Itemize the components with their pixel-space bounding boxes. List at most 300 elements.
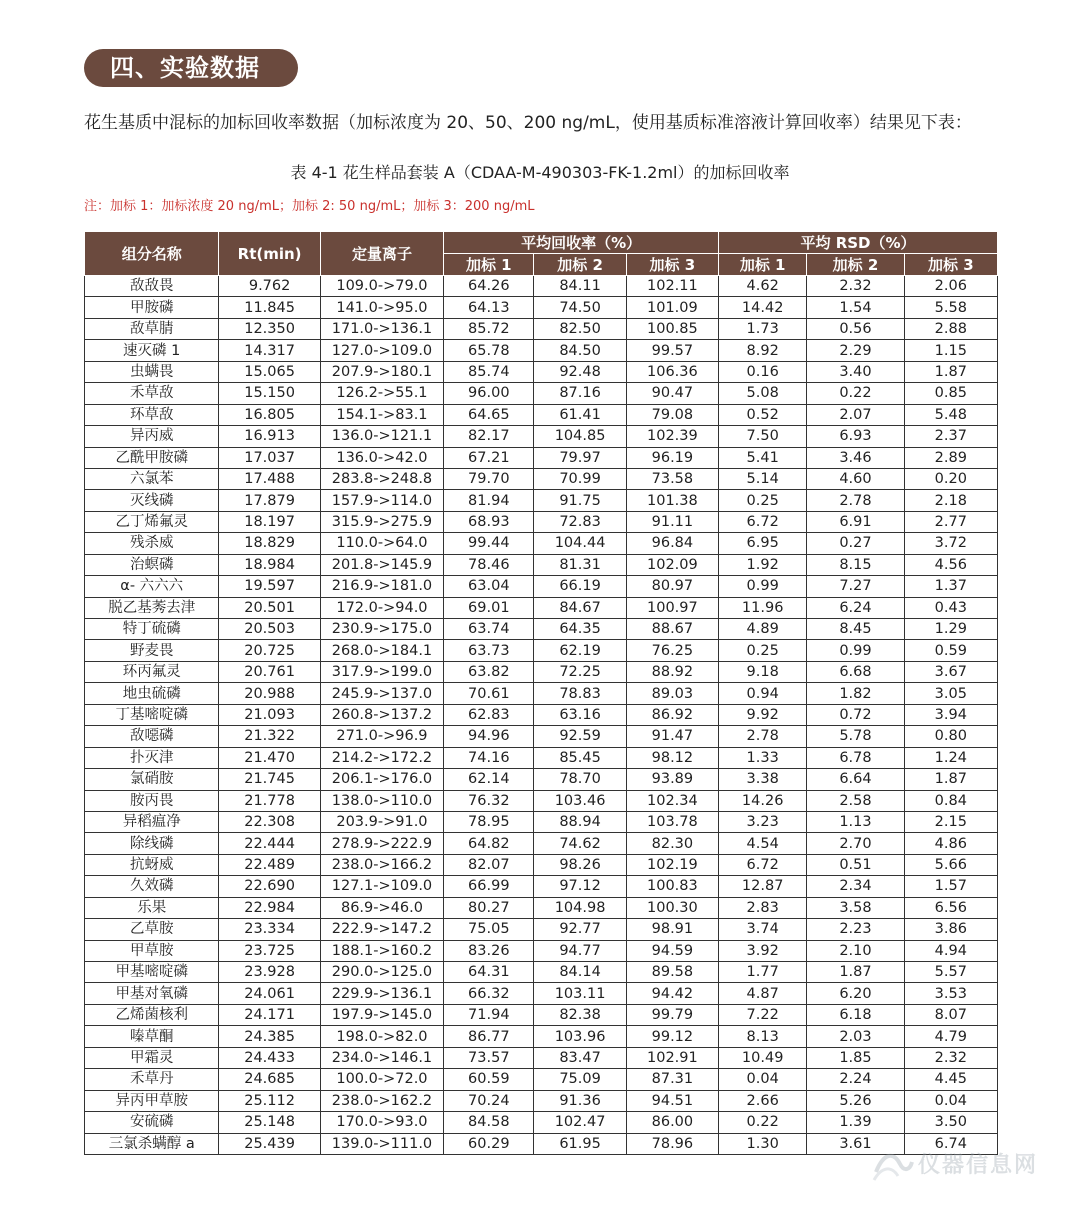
cell-rsd-2: 2.58 — [807, 790, 904, 811]
cell-name: 抗蚜威 — [85, 854, 219, 875]
cell-rsd-1: 6.72 — [719, 511, 807, 532]
cell-name: 环丙氟灵 — [85, 661, 219, 682]
table-row — [85, 833, 998, 854]
cell-recovery-3: 91.11 — [626, 511, 718, 532]
cell-rsd-1: 3.23 — [719, 811, 807, 832]
cell-ion: 154.1->83.1 — [320, 404, 443, 425]
cell-rsd-3: 3.53 — [904, 983, 997, 1004]
watermark-text: 仪器信息网 — [918, 1153, 1039, 1178]
cell-ion: 268.0->184.1 — [320, 640, 443, 661]
cell-rsd-3: 1.37 — [904, 576, 997, 597]
cell-rt: 18.984 — [219, 554, 320, 575]
cell-rsd-2: 0.51 — [807, 854, 904, 875]
cell-recovery-2: 70.99 — [534, 468, 626, 489]
cell-recovery-1: 73.57 — [444, 1047, 534, 1068]
cell-rsd-1: 2.83 — [719, 897, 807, 918]
cell-rsd-2: 6.18 — [807, 1004, 904, 1025]
header-name: 组分名称 — [85, 232, 219, 276]
cell-name: 甲基嘧啶磷 — [85, 962, 219, 983]
section-title: 四、实验数据 — [84, 49, 298, 87]
cell-recovery-1: 85.74 — [444, 361, 534, 382]
cell-ion: 238.0->162.2 — [320, 1090, 443, 1111]
cell-recovery-2: 74.62 — [534, 833, 626, 854]
cell-ion: 201.8->145.9 — [320, 554, 443, 575]
cell-ion: 110.0->64.0 — [320, 533, 443, 554]
cell-recovery-1: 63.73 — [444, 640, 534, 661]
table-row — [85, 1069, 998, 1090]
cell-ion: 126.2->55.1 — [320, 383, 443, 404]
cell-rsd-2: 6.93 — [807, 426, 904, 447]
cell-recovery-1: 74.16 — [444, 747, 534, 768]
intro-paragraph: 花生基质中混标的加标回收率数据（加标浓度为 20、50、200 ng/mL，使用基质标准溶液计算回收率）结果见下表： — [84, 113, 972, 133]
table-row — [85, 811, 998, 832]
cell-recovery-1: 63.04 — [444, 576, 534, 597]
cell-recovery-2: 92.77 — [534, 919, 626, 940]
cell-recovery-1: 68.93 — [444, 511, 534, 532]
cell-ion: 138.0->110.0 — [320, 790, 443, 811]
cell-recovery-3: 99.57 — [626, 340, 718, 361]
cell-rsd-3: 2.88 — [904, 318, 997, 339]
cell-rsd-3: 6.74 — [904, 1133, 997, 1154]
cell-rsd-1: 7.22 — [719, 1004, 807, 1025]
cell-recovery-3: 99.79 — [626, 1004, 718, 1025]
cell-ion: 157.9->114.0 — [320, 490, 443, 511]
cell-rsd-1: 5.41 — [719, 447, 807, 468]
cell-name: 甲基对氧磷 — [85, 983, 219, 1004]
cell-recovery-1: 84.58 — [444, 1112, 534, 1133]
header-rsd-1: 加标 1 — [719, 254, 807, 276]
cell-rsd-1: 14.26 — [719, 790, 807, 811]
cell-rsd-2: 6.91 — [807, 511, 904, 532]
cell-recovery-2: 66.19 — [534, 576, 626, 597]
cell-recovery-1: 66.99 — [444, 876, 534, 897]
cell-rt: 21.093 — [219, 704, 320, 725]
cell-recovery-2: 91.36 — [534, 1090, 626, 1111]
cell-rsd-3: 1.24 — [904, 747, 997, 768]
cell-name: 虫螨畏 — [85, 361, 219, 382]
cell-recovery-1: 62.14 — [444, 769, 534, 790]
table-row — [85, 1112, 998, 1133]
cell-recovery-3: 100.85 — [626, 318, 718, 339]
cell-ion: 317.9->199.0 — [320, 661, 443, 682]
table-row — [85, 940, 998, 961]
cell-name: 除线磷 — [85, 833, 219, 854]
cell-rt: 25.148 — [219, 1112, 320, 1133]
cell-rt: 24.385 — [219, 1026, 320, 1047]
cell-recovery-2: 103.96 — [534, 1026, 626, 1047]
cell-recovery-3: 94.42 — [626, 983, 718, 1004]
header-row-1 — [85, 232, 998, 254]
cell-rsd-3: 0.04 — [904, 1090, 997, 1111]
cell-rsd-3: 3.05 — [904, 683, 997, 704]
cell-name: 野麦畏 — [85, 640, 219, 661]
cell-recovery-1: 85.72 — [444, 318, 534, 339]
cell-recovery-1: 62.83 — [444, 704, 534, 725]
cell-name: 脱乙基莠去津 — [85, 597, 219, 618]
cell-rsd-1: 1.73 — [719, 318, 807, 339]
table-row — [85, 533, 998, 554]
cell-rsd-3: 8.07 — [904, 1004, 997, 1025]
cell-recovery-2: 72.25 — [534, 661, 626, 682]
cell-recovery-2: 103.46 — [534, 790, 626, 811]
header-rsd-3: 加标 3 — [904, 254, 997, 276]
cell-rsd-2: 1.13 — [807, 811, 904, 832]
cell-name: 残杀威 — [85, 533, 219, 554]
cell-rsd-1: 2.66 — [719, 1090, 807, 1111]
cell-recovery-3: 101.38 — [626, 490, 718, 511]
cell-rsd-3: 6.56 — [904, 897, 997, 918]
cell-rsd-1: 1.77 — [719, 962, 807, 983]
cell-rsd-2: 1.87 — [807, 962, 904, 983]
cell-name: 嗪草酮 — [85, 1026, 219, 1047]
table-row — [85, 1133, 998, 1154]
cell-name: 速灭磷 1 — [85, 340, 219, 361]
cell-recovery-3: 86.92 — [626, 704, 718, 725]
cell-ion: 203.9->91.0 — [320, 811, 443, 832]
cell-rt: 23.928 — [219, 962, 320, 983]
cell-recovery-3: 101.09 — [626, 297, 718, 318]
cell-rsd-3: 2.06 — [904, 276, 997, 297]
cell-recovery-2: 62.19 — [534, 640, 626, 661]
cell-rsd-1: 9.18 — [719, 661, 807, 682]
cell-rt: 22.444 — [219, 833, 320, 854]
cell-recovery-1: 79.70 — [444, 468, 534, 489]
header-recovery-3: 加标 3 — [626, 254, 718, 276]
cell-name: 久效磷 — [85, 876, 219, 897]
cell-rsd-3: 0.84 — [904, 790, 997, 811]
table-row — [85, 619, 998, 640]
cell-name: 异丙甲草胺 — [85, 1090, 219, 1111]
cell-name: 环草敌 — [85, 404, 219, 425]
cell-recovery-2: 61.95 — [534, 1133, 626, 1154]
cell-name: 乙烯菌核利 — [85, 1004, 219, 1025]
cell-recovery-3: 94.59 — [626, 940, 718, 961]
table-row — [85, 1004, 998, 1025]
cell-rt: 24.171 — [219, 1004, 320, 1025]
cell-recovery-2: 74.50 — [534, 297, 626, 318]
cell-rsd-1: 4.54 — [719, 833, 807, 854]
cell-rsd-2: 3.46 — [807, 447, 904, 468]
cell-ion: 127.1->109.0 — [320, 876, 443, 897]
cell-recovery-2: 94.77 — [534, 940, 626, 961]
cell-rsd-3: 5.48 — [904, 404, 997, 425]
table-row — [85, 597, 998, 618]
cell-rsd-1: 0.94 — [719, 683, 807, 704]
cell-rt: 12.350 — [219, 318, 320, 339]
cell-name: 禾草敌 — [85, 383, 219, 404]
cell-rsd-2: 2.34 — [807, 876, 904, 897]
cell-rt: 22.489 — [219, 854, 320, 875]
cell-rsd-1: 3.74 — [719, 919, 807, 940]
cell-name: 六氯苯 — [85, 468, 219, 489]
cell-recovery-3: 102.19 — [626, 854, 718, 875]
cell-ion: 290.0->125.0 — [320, 962, 443, 983]
cell-recovery-2: 103.11 — [534, 983, 626, 1004]
cell-rsd-1: 3.38 — [719, 769, 807, 790]
cell-rsd-3: 4.45 — [904, 1069, 997, 1090]
cell-recovery-3: 102.91 — [626, 1047, 718, 1068]
table-row — [85, 1047, 998, 1068]
cell-rsd-1: 3.92 — [719, 940, 807, 961]
cell-name: α- 六六六 — [85, 576, 219, 597]
cell-rsd-2: 4.60 — [807, 468, 904, 489]
cell-recovery-1: 75.05 — [444, 919, 534, 940]
cell-rsd-2: 6.20 — [807, 983, 904, 1004]
cell-ion: 206.1->176.0 — [320, 769, 443, 790]
table-row — [85, 511, 998, 532]
cell-recovery-2: 102.47 — [534, 1112, 626, 1133]
cell-rsd-2: 1.85 — [807, 1047, 904, 1068]
cell-rsd-2: 3.61 — [807, 1133, 904, 1154]
cell-rt: 25.439 — [219, 1133, 320, 1154]
header-ion: 定量离子 — [320, 232, 443, 276]
cell-name: 甲草胺 — [85, 940, 219, 961]
cell-recovery-1: 80.27 — [444, 897, 534, 918]
cell-recovery-1: 64.31 — [444, 962, 534, 983]
cell-rsd-3: 1.87 — [904, 769, 997, 790]
cell-recovery-1: 70.24 — [444, 1090, 534, 1111]
cell-recovery-1: 64.26 — [444, 276, 534, 297]
cell-recovery-3: 100.30 — [626, 897, 718, 918]
wave-logo-icon — [870, 1142, 914, 1186]
cell-rt: 15.150 — [219, 383, 320, 404]
cell-rsd-3: 1.29 — [904, 619, 997, 640]
cell-name: 扑灭津 — [85, 747, 219, 768]
cell-rt: 17.488 — [219, 468, 320, 489]
table-row — [85, 490, 998, 511]
cell-rt: 22.984 — [219, 897, 320, 918]
cell-ion: 109.0->79.0 — [320, 276, 443, 297]
cell-rt: 21.778 — [219, 790, 320, 811]
cell-name: 敌敌畏 — [85, 276, 219, 297]
cell-name: 敌噁磷 — [85, 726, 219, 747]
cell-recovery-1: 82.07 — [444, 854, 534, 875]
cell-recovery-3: 88.67 — [626, 619, 718, 640]
cell-ion: 278.9->222.9 — [320, 833, 443, 854]
cell-rsd-1: 2.78 — [719, 726, 807, 747]
cell-recovery-3: 102.11 — [626, 276, 718, 297]
cell-name: 乙丁烯氟灵 — [85, 511, 219, 532]
table-row — [85, 876, 998, 897]
cell-rsd-2: 0.72 — [807, 704, 904, 725]
cell-rsd-3: 1.87 — [904, 361, 997, 382]
table-row — [85, 683, 998, 704]
cell-ion: 315.9->275.9 — [320, 511, 443, 532]
cell-rt: 15.065 — [219, 361, 320, 382]
cell-recovery-3: 86.00 — [626, 1112, 718, 1133]
cell-recovery-2: 84.14 — [534, 962, 626, 983]
cell-recovery-2: 64.35 — [534, 619, 626, 640]
table-row — [85, 1090, 998, 1111]
table-row — [85, 1026, 998, 1047]
cell-rt: 11.845 — [219, 297, 320, 318]
cell-ion: 170.0->93.0 — [320, 1112, 443, 1133]
cell-rsd-1: 0.25 — [719, 490, 807, 511]
cell-recovery-2: 85.45 — [534, 747, 626, 768]
cell-rsd-2: 0.99 — [807, 640, 904, 661]
cell-recovery-2: 92.59 — [534, 726, 626, 747]
cell-recovery-2: 84.11 — [534, 276, 626, 297]
cell-rt: 16.805 — [219, 404, 320, 425]
cell-rsd-3: 5.58 — [904, 297, 997, 318]
cell-rt: 24.061 — [219, 983, 320, 1004]
cell-recovery-3: 87.31 — [626, 1069, 718, 1090]
cell-rsd-3: 0.85 — [904, 383, 997, 404]
cell-name: 异稻瘟净 — [85, 811, 219, 832]
cell-ion: 271.0->96.9 — [320, 726, 443, 747]
table-row — [85, 297, 998, 318]
table-row — [85, 919, 998, 940]
cell-recovery-2: 104.85 — [534, 426, 626, 447]
cell-recovery-3: 89.58 — [626, 962, 718, 983]
cell-name: 甲霜灵 — [85, 1047, 219, 1068]
cell-rsd-2: 2.10 — [807, 940, 904, 961]
table-body — [85, 276, 998, 1155]
cell-rsd-1: 10.49 — [719, 1047, 807, 1068]
cell-rsd-1: 1.33 — [719, 747, 807, 768]
cell-rsd-3: 0.59 — [904, 640, 997, 661]
cell-ion: 198.0->82.0 — [320, 1026, 443, 1047]
cell-name: 乐果 — [85, 897, 219, 918]
cell-recovery-3: 91.47 — [626, 726, 718, 747]
cell-rsd-1: 14.42 — [719, 297, 807, 318]
cell-name: 丁基嘧啶磷 — [85, 704, 219, 725]
cell-recovery-1: 82.17 — [444, 426, 534, 447]
cell-ion: 229.9->136.1 — [320, 983, 443, 1004]
cell-recovery-3: 94.51 — [626, 1090, 718, 1111]
table-row — [85, 726, 998, 747]
cell-rsd-2: 1.54 — [807, 297, 904, 318]
cell-name: 灭线磷 — [85, 490, 219, 511]
table-row — [85, 576, 998, 597]
cell-recovery-2: 82.38 — [534, 1004, 626, 1025]
cell-recovery-2: 63.16 — [534, 704, 626, 725]
cell-recovery-2: 75.09 — [534, 1069, 626, 1090]
cell-rt: 21.322 — [219, 726, 320, 747]
cell-ion: 86.9->46.0 — [320, 897, 443, 918]
table-row — [85, 361, 998, 382]
cell-recovery-3: 102.34 — [626, 790, 718, 811]
cell-recovery-3: 82.30 — [626, 833, 718, 854]
cell-recovery-1: 64.65 — [444, 404, 534, 425]
cell-rt: 20.761 — [219, 661, 320, 682]
cell-rsd-2: 3.40 — [807, 361, 904, 382]
cell-rsd-1: 0.04 — [719, 1069, 807, 1090]
cell-rsd-1: 9.92 — [719, 704, 807, 725]
cell-recovery-1: 71.94 — [444, 1004, 534, 1025]
cell-rsd-3: 0.20 — [904, 468, 997, 489]
cell-ion: 188.1->160.2 — [320, 940, 443, 961]
cell-recovery-2: 83.47 — [534, 1047, 626, 1068]
cell-recovery-3: 98.12 — [626, 747, 718, 768]
cell-recovery-3: 93.89 — [626, 769, 718, 790]
cell-rsd-3: 1.15 — [904, 340, 997, 361]
cell-recovery-2: 61.41 — [534, 404, 626, 425]
table-row — [85, 747, 998, 768]
cell-rsd-1: 12.87 — [719, 876, 807, 897]
cell-rt: 24.685 — [219, 1069, 320, 1090]
cell-rsd-2: 6.78 — [807, 747, 904, 768]
cell-rt: 24.433 — [219, 1047, 320, 1068]
cell-recovery-1: 66.32 — [444, 983, 534, 1004]
cell-recovery-1: 65.78 — [444, 340, 534, 361]
cell-rsd-3: 4.86 — [904, 833, 997, 854]
table-row — [85, 854, 998, 875]
cell-recovery-1: 63.82 — [444, 661, 534, 682]
cell-recovery-2: 98.26 — [534, 854, 626, 875]
header-recovery-2: 加标 2 — [534, 254, 626, 276]
cell-recovery-3: 106.36 — [626, 361, 718, 382]
cell-rsd-1: 11.96 — [719, 597, 807, 618]
cell-rsd-1: 0.52 — [719, 404, 807, 425]
cell-rsd-2: 1.82 — [807, 683, 904, 704]
cell-recovery-1: 83.26 — [444, 940, 534, 961]
cell-recovery-1: 64.82 — [444, 833, 534, 854]
cell-rt: 23.334 — [219, 919, 320, 940]
table-row — [85, 983, 998, 1004]
table-row — [85, 661, 998, 682]
cell-rsd-2: 5.26 — [807, 1090, 904, 1111]
cell-recovery-3: 102.39 — [626, 426, 718, 447]
cell-name: 胺丙畏 — [85, 790, 219, 811]
table-row — [85, 383, 998, 404]
cell-recovery-3: 78.96 — [626, 1133, 718, 1154]
cell-rsd-1: 0.16 — [719, 361, 807, 382]
table-row — [85, 276, 998, 297]
cell-recovery-2: 92.48 — [534, 361, 626, 382]
cell-recovery-3: 96.19 — [626, 447, 718, 468]
cell-rsd-2: 2.32 — [807, 276, 904, 297]
table-row — [85, 704, 998, 725]
cell-rsd-2: 2.70 — [807, 833, 904, 854]
cell-recovery-3: 90.47 — [626, 383, 718, 404]
cell-name: 地虫硫磷 — [85, 683, 219, 704]
cell-recovery-1: 64.13 — [444, 297, 534, 318]
cell-recovery-1: 70.61 — [444, 683, 534, 704]
cell-recovery-3: 98.91 — [626, 919, 718, 940]
cell-rsd-3: 2.18 — [904, 490, 997, 511]
cell-recovery-3: 100.83 — [626, 876, 718, 897]
cell-ion: 100.0->72.0 — [320, 1069, 443, 1090]
cell-rsd-3: 4.94 — [904, 940, 997, 961]
cell-rsd-1: 7.50 — [719, 426, 807, 447]
cell-ion: 136.0->42.0 — [320, 447, 443, 468]
table-row — [85, 447, 998, 468]
cell-recovery-3: 88.92 — [626, 661, 718, 682]
cell-rsd-3: 4.56 — [904, 554, 997, 575]
cell-recovery-1: 60.59 — [444, 1069, 534, 1090]
header-rsd-group: 平均 RSD（%） — [719, 232, 998, 254]
cell-rsd-3: 2.89 — [904, 447, 997, 468]
cell-rt: 20.988 — [219, 683, 320, 704]
cell-recovery-1: 63.74 — [444, 619, 534, 640]
cell-rt: 9.762 — [219, 276, 320, 297]
cell-rsd-1: 1.30 — [719, 1133, 807, 1154]
cell-rsd-2: 2.24 — [807, 1069, 904, 1090]
cell-rsd-1: 4.62 — [719, 276, 807, 297]
cell-recovery-2: 78.83 — [534, 683, 626, 704]
cell-rsd-1: 0.25 — [719, 640, 807, 661]
cell-recovery-1: 78.46 — [444, 554, 534, 575]
cell-recovery-1: 69.01 — [444, 597, 534, 618]
cell-rsd-1: 6.95 — [719, 533, 807, 554]
cell-recovery-2: 91.75 — [534, 490, 626, 511]
cell-recovery-2: 84.67 — [534, 597, 626, 618]
cell-recovery-1: 86.77 — [444, 1026, 534, 1047]
cell-rsd-2: 2.78 — [807, 490, 904, 511]
cell-rsd-3: 1.57 — [904, 876, 997, 897]
cell-name: 乙酰甲胺磷 — [85, 447, 219, 468]
